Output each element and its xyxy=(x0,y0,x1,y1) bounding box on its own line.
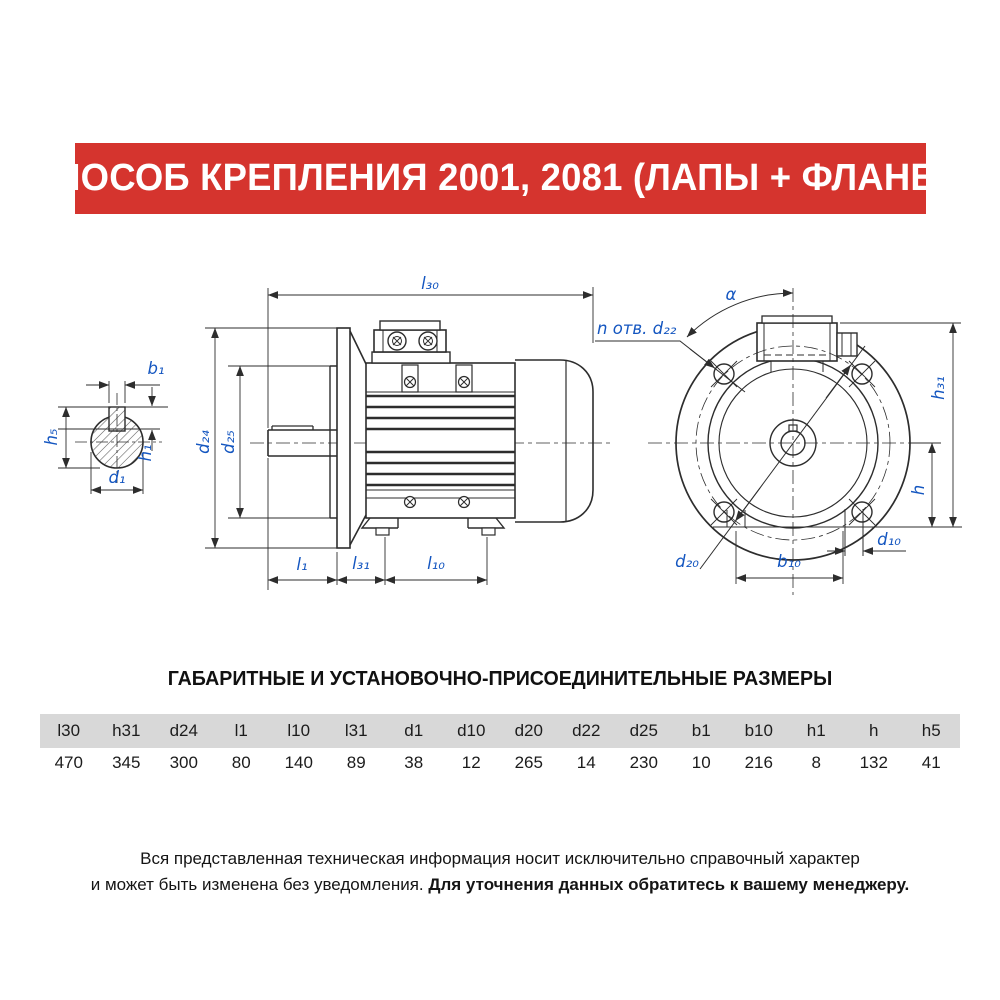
dim-label-l1: l₁ xyxy=(296,555,308,574)
dim-label-b10: b₁₀ xyxy=(777,552,801,571)
table-value-cell: 89 xyxy=(346,753,366,772)
dim-label-d10: d₁₀ xyxy=(877,530,901,549)
table-header-cell: b10 xyxy=(744,721,773,740)
table-value-cell: 216 xyxy=(744,753,773,772)
flange-plate xyxy=(337,328,350,548)
table-value-cell: 470 xyxy=(54,753,83,772)
dim-label-n-otv-d22: n отв. d₂₂ xyxy=(597,319,677,338)
disclaimer-bold: Для уточнения данных обратитесь к вашему менеджеру. xyxy=(428,875,910,894)
disclaimer-line2: и может быть изменена без уведомления. Для уточнения данных обратитесь к вашему менеджеру. xyxy=(90,875,910,894)
table-header-cell: b1 xyxy=(691,721,711,740)
foot xyxy=(362,518,398,528)
table-header-cell: h xyxy=(869,721,879,740)
page-title: СПОСОБ КРЕПЛЕНИЯ 2001, 2081 (ЛАПЫ + ФЛАНЕЦ) xyxy=(27,157,974,199)
terminal-box-base xyxy=(372,352,450,363)
table-value-cell: 140 xyxy=(284,753,313,772)
table-value-cell: 38 xyxy=(404,753,424,772)
table-value-cell: 265 xyxy=(514,753,543,772)
table-value-row xyxy=(40,748,960,778)
table-value-cell: 12 xyxy=(461,753,481,772)
table-header-cell: l30 xyxy=(57,721,81,740)
dim-label-h: h xyxy=(909,484,928,496)
dim-label-d24: d₂₄ xyxy=(194,430,213,454)
fan-cover xyxy=(515,360,593,522)
dim-label-b1: b₁ xyxy=(147,359,165,378)
motor-body xyxy=(366,363,515,518)
table-header-row xyxy=(40,714,960,748)
table-value-cell: 230 xyxy=(629,753,658,772)
dim-label-d20: d₂₀ xyxy=(675,552,699,571)
dim-label-alpha: α xyxy=(725,285,737,304)
foot xyxy=(468,518,504,528)
table-header-cell: d20 xyxy=(514,721,543,740)
table-header-cell: h1 xyxy=(806,721,826,740)
table-header-cell: h5 xyxy=(921,721,941,740)
table-header-cell: d10 xyxy=(457,721,486,740)
dimensions-table xyxy=(40,714,960,778)
table-header-cell: h31 xyxy=(112,721,141,740)
dim-label-l30: l₃₀ xyxy=(421,274,439,293)
title-banner xyxy=(27,143,974,214)
dim-label-l10: l₁₀ xyxy=(427,554,445,573)
dim-label-h31: h₃₁ xyxy=(929,376,948,400)
table-header-cell: l1 xyxy=(234,721,248,740)
table-value-cell: 132 xyxy=(859,753,888,772)
table-header-cell: l31 xyxy=(344,721,368,740)
dim-label-l31: l₃₁ xyxy=(352,554,370,573)
table-value-cell: 345 xyxy=(112,753,141,772)
table-value-cell: 41 xyxy=(921,753,941,772)
table-header-cell: d1 xyxy=(404,721,424,740)
table-value-cell: 300 xyxy=(169,753,198,772)
motor-dimension-drawing xyxy=(0,255,1000,595)
disclaimer-line1: Вся представленная техническая информация носит исключительно справочный характер xyxy=(140,849,860,868)
gland-front xyxy=(837,333,857,356)
table-header-cell: l10 xyxy=(287,721,311,740)
table-header-cell: d24 xyxy=(169,721,198,740)
technical-drawing xyxy=(0,255,1000,595)
table-value-cell: 8 xyxy=(811,753,821,772)
disclaimer-text xyxy=(0,846,1000,898)
table-value-cell: 14 xyxy=(576,753,596,772)
dim-label-h5: h₅ xyxy=(42,428,61,446)
table-value-cell: 10 xyxy=(691,753,711,772)
table-header-cell: d22 xyxy=(572,721,601,740)
table-value-cell: 80 xyxy=(231,753,251,772)
dim-label-d25: d₂₅ xyxy=(219,430,238,454)
dim-label-d1: d₁ xyxy=(108,468,126,487)
table-header-cell: d25 xyxy=(629,721,658,740)
dim-label-h1: h₁ xyxy=(136,444,155,462)
dimensions-section-title: ГАБАРИТНЫЕ И УСТАНОВОЧНО-ПРИСОЕДИНИТЕЛЬНЫЕ РАЗМЕРЫ xyxy=(167,668,833,690)
